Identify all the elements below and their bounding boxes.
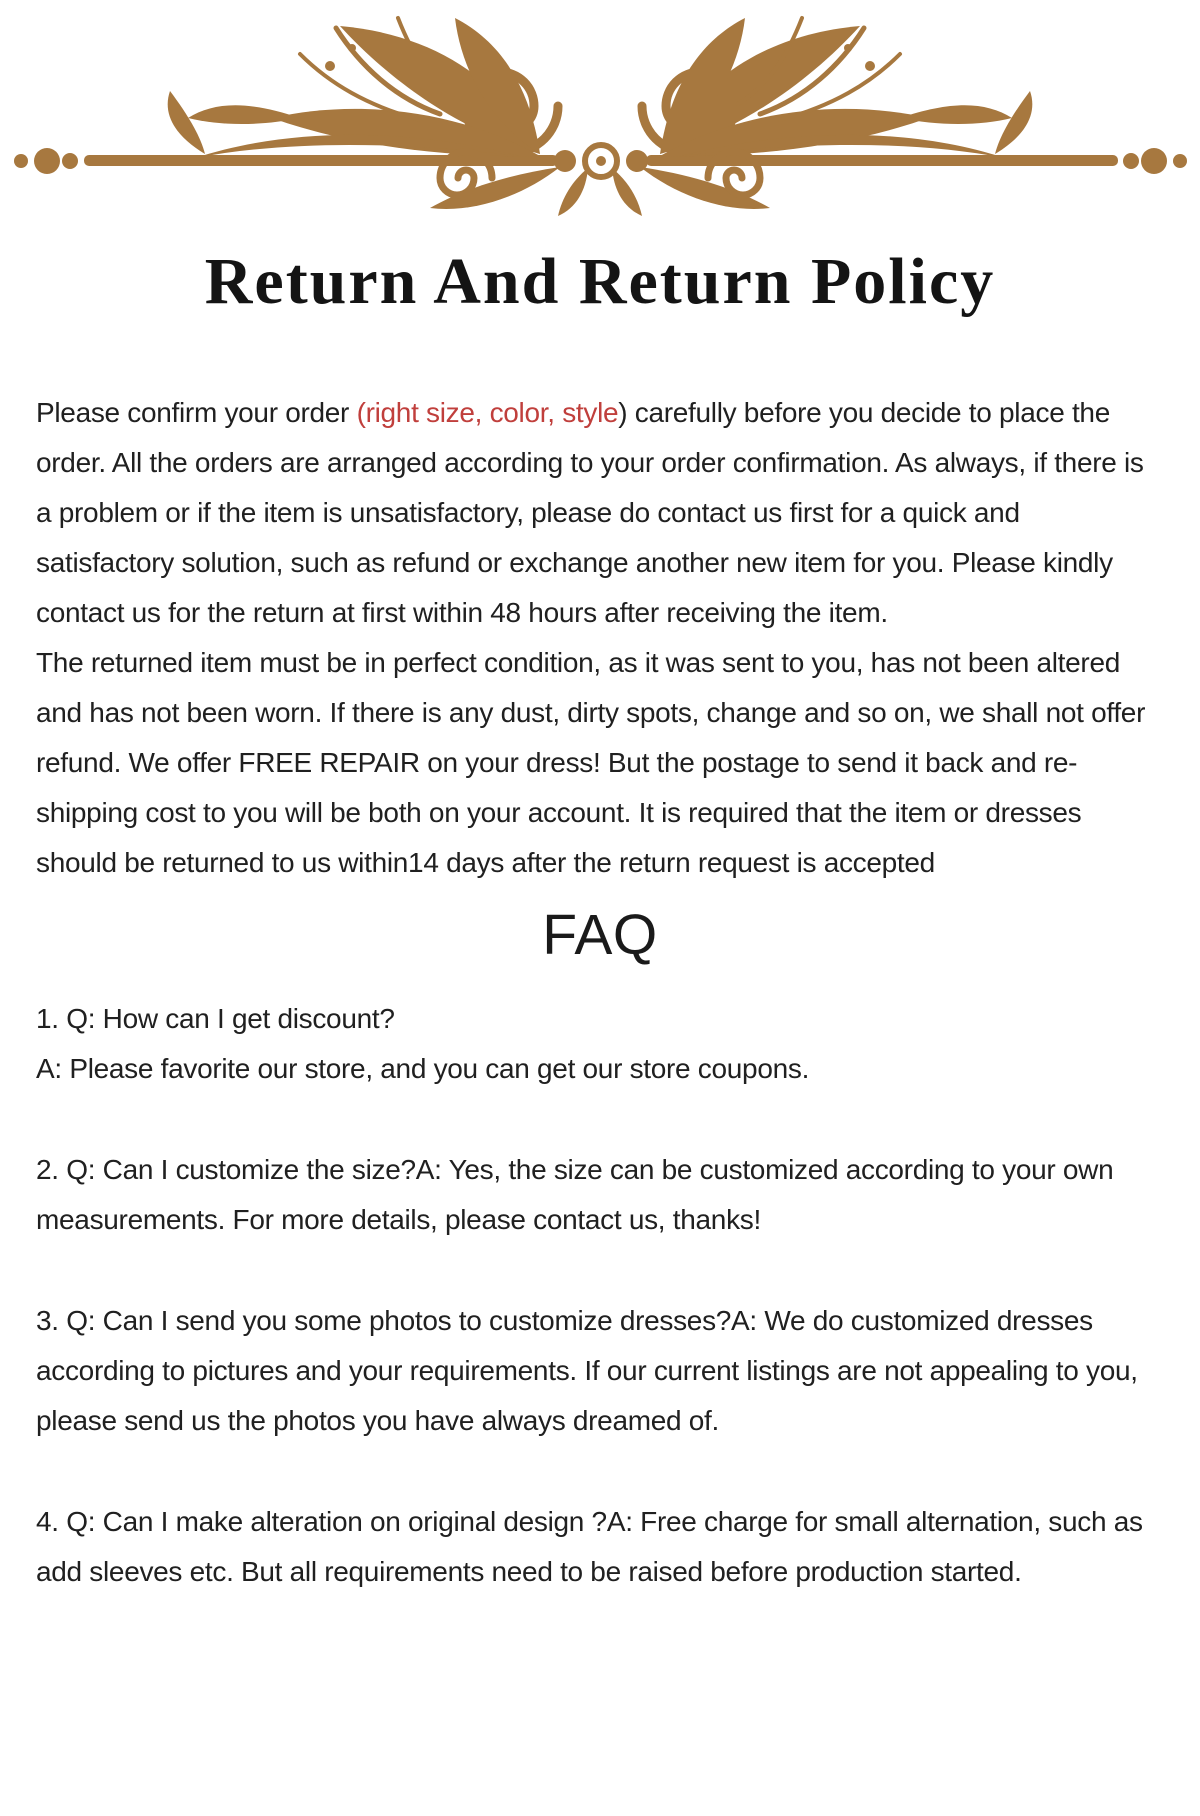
floral-divider-ornament	[0, 6, 1200, 218]
faq-heading: FAQ	[542, 903, 658, 967]
faq-section	[36, 994, 1164, 1597]
page-title: Return And Return Policy	[204, 245, 996, 318]
faq-answer-1: A: Please favorite our store, and you can get our store coupons.	[36, 1053, 810, 1084]
policy-paragraph-1-lead: Please confirm your order	[36, 397, 357, 428]
policy-paragraph-1	[36, 388, 1164, 638]
faq-item-4: 4. Q: Can I make alteration on original design ?A: Free charge for small alternation, such as add sleeves etc. But all requirements need to be raised before production started.	[36, 1506, 1143, 1587]
faq-item-2: 2. Q: Can I customize the size?A: Yes, the size can be customized according to your own measurements. For more details, please contact us, thanks!	[36, 1154, 1114, 1235]
faq-question-1: 1. Q: How can I get discount?	[36, 1003, 395, 1034]
floral-divider	[0, 6, 1200, 218]
return-policy-page	[0, 6, 1200, 1816]
faq-item-3: 3. Q: Can I send you some photos to customize dresses?A: We do customized dresses according to pictures and your requirements. If our current listings are not appealing to you, please send us the photos you have always dreamed of.	[36, 1305, 1138, 1436]
policy-highlight-red: (right size, color, style	[356, 397, 619, 428]
policy-text	[36, 388, 1164, 888]
policy-paragraph-1-rest: ) carefully before you decide to place the order. All the orders are arranged according to your order confirmation. As always, if there is a problem or if the item is unsatisfactory, please do contact us first for a quick and satisfactory solution, such as refund or exchange another new item for you. Please kindly contact us for the return at first within 48 hours after receiving the item.	[36, 397, 1144, 628]
faq-item-1	[36, 994, 1164, 1094]
policy-paragraph-2: The returned item must be in perfect condition, as it was sent to you, has not been altered and has not been worn. If there is any dust, dirty spots, change and so on, we shall not offer refund. We offer FREE REPAIR on your dress! But the postage to send it back and re-shipping cost to you will be both on your account. It is required that the item or dresses should be returned to us within14 days after the return request is accepted	[36, 647, 1146, 878]
